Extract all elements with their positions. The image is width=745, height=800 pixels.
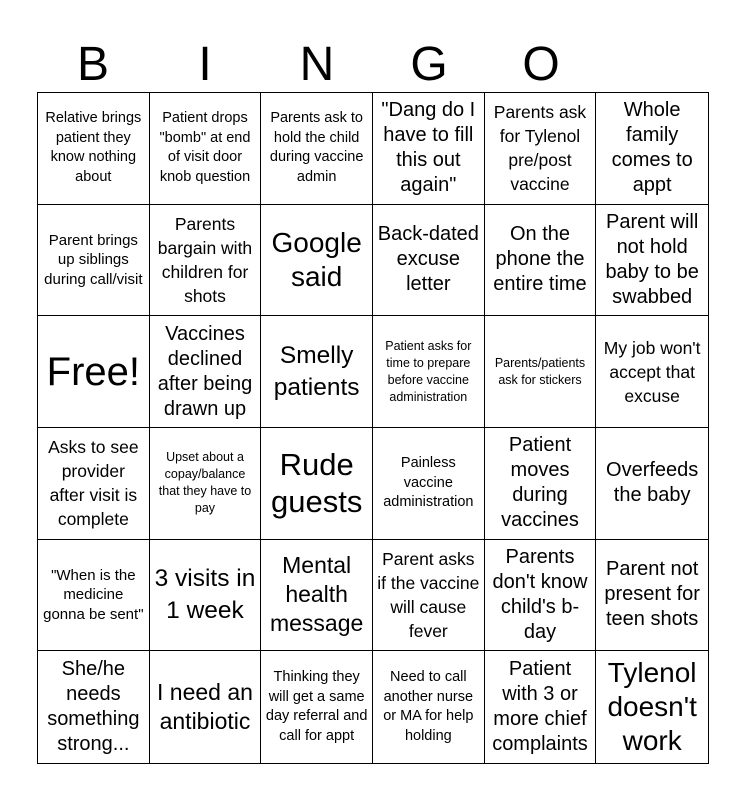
bingo-cell[interactable] [373, 93, 485, 205]
cell-text: Relative brings patient they know nothing about [45, 110, 142, 185]
cell-text: Smelly patients [273, 341, 360, 401]
bingo-cell[interactable] [485, 205, 597, 317]
cell-text: I need an antibiotic [157, 679, 253, 735]
bingo-cell[interactable] [485, 428, 597, 540]
bingo-cell[interactable] [150, 540, 262, 652]
cell-text: Mental health message [269, 552, 364, 637]
bingo-cell[interactable] [261, 540, 373, 652]
cell-text: Tylenol doesn't work [607, 657, 697, 757]
bingo-cell[interactable] [596, 316, 708, 428]
bingo-cell[interactable] [485, 540, 597, 652]
bingo-cell[interactable] [596, 205, 708, 317]
bingo-cell[interactable] [150, 93, 262, 205]
bingo-header [37, 38, 709, 92]
cell-text: 3 visits in 1 week [154, 564, 256, 624]
bingo-cell[interactable] [150, 205, 262, 317]
bingo-cell[interactable] [373, 540, 485, 652]
bingo-cell[interactable] [38, 651, 150, 763]
cell-text: Thinking they will get a same day referral and call for appt [265, 669, 368, 744]
bingo-cell[interactable] [373, 316, 485, 428]
cell-text: Parent will not hold baby to be swabbed [605, 210, 699, 308]
bingo-cell[interactable] [596, 540, 708, 652]
bingo-cell[interactable] [38, 428, 150, 540]
cell-text: Parent asks if the vaccine will cause fever [377, 548, 480, 641]
cell-text: On the phone the entire time [493, 223, 587, 296]
bingo-cell-free[interactable] [38, 316, 150, 428]
bingo-cell[interactable] [373, 651, 485, 763]
cell-text: Need to call another nurse or MA for help holding [383, 669, 474, 744]
bingo-cell[interactable] [485, 651, 597, 763]
cell-text: Patient drops "bomb" at end of visit door knob question [159, 110, 251, 185]
bingo-cell[interactable] [373, 428, 485, 540]
cell-text: Parents ask to hold the child during vaccine admin [269, 110, 364, 185]
cell-text: Back-dated excuse letter [377, 223, 479, 296]
bingo-cell[interactable] [485, 316, 597, 428]
header-letter-n: N [299, 38, 335, 91]
cell-text: Parent brings up siblings during call/visit [44, 231, 143, 288]
cell-text: Parents bargain with children for shots [157, 213, 253, 306]
cell-text: Parents ask for Tylenol pre/post vaccine [493, 102, 587, 195]
bingo-cell[interactable] [261, 205, 373, 317]
bingo-cell[interactable] [38, 540, 150, 652]
bingo-cell[interactable] [150, 651, 262, 763]
cell-text: Parent not present for teen shots [604, 558, 700, 631]
cell-text: "Dang do I have to fill this out again" [381, 99, 476, 197]
bingo-cell[interactable] [261, 316, 373, 428]
cell-text: She/he needs something strong... [47, 658, 140, 756]
bingo-cell[interactable] [596, 428, 708, 540]
cell-text: Patient with 3 or more chief complaints [492, 658, 588, 756]
cell-text: Asks to see provider after visit is complete [48, 437, 139, 530]
cell-text: Parents/patients ask for stickers [494, 355, 586, 387]
free-space-text: Free! [46, 349, 140, 394]
bingo-board [37, 92, 709, 764]
cell-text: Patient moves during vaccines [501, 434, 579, 532]
header-letter-i: I [198, 38, 212, 91]
cell-text: "When is the medicine gonna be sent" [43, 566, 144, 623]
bingo-cell[interactable] [150, 316, 262, 428]
cell-text: Overfeeds the baby [606, 459, 699, 507]
cell-text: Whole family comes to appt [611, 99, 693, 197]
bingo-cell[interactable] [261, 93, 373, 205]
bingo-cell[interactable] [261, 428, 373, 540]
bingo-cell[interactable] [485, 93, 597, 205]
bingo-cell[interactable] [150, 428, 262, 540]
bingo-cell[interactable] [596, 651, 708, 763]
cell-text: Parents don't know child's b-day [492, 545, 588, 643]
bingo-cell[interactable] [38, 205, 150, 317]
header-letter-b: B [76, 38, 109, 91]
header-letter-o: O [522, 38, 560, 91]
bingo-cell[interactable] [373, 205, 485, 317]
cell-text: Painless vaccine administration [383, 455, 474, 511]
header-letter-g: G [410, 38, 448, 91]
bingo-cell[interactable] [596, 93, 708, 205]
bingo-cell[interactable] [261, 651, 373, 763]
cell-text: Upset about a copay/balance that they have to pay [158, 450, 252, 516]
cell-text: Google said [271, 226, 362, 292]
cell-text: Rude guests [270, 447, 363, 520]
cell-text: My job won't accept that excuse [603, 337, 701, 406]
cell-text: Patient asks for time to prepare before vaccine administration [385, 338, 472, 404]
bingo-cell[interactable] [38, 93, 150, 205]
cell-text: Vaccines declined after being drawn up [157, 322, 253, 420]
